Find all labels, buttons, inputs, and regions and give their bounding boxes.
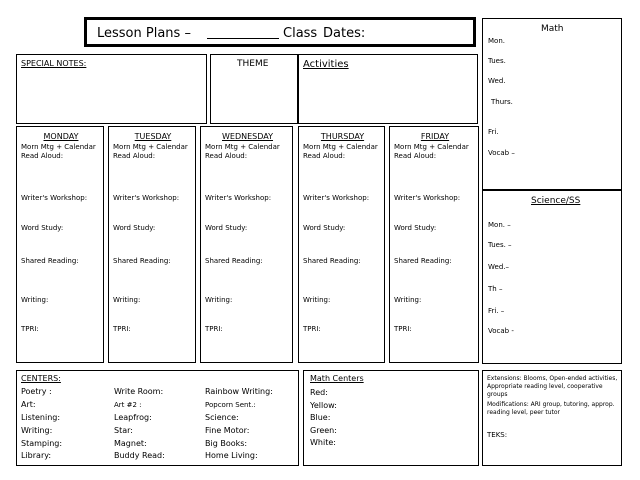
day-tpri: TPRI: [113, 325, 131, 333]
center-item: Fine Motor: [205, 426, 250, 435]
day-shared-reading: Shared Reading: [205, 257, 263, 265]
center-item: Star: [114, 426, 133, 435]
science-th: Th – [488, 285, 503, 293]
header-title: Lesson Plans – [97, 26, 191, 41]
day-word-study: Word Study: [113, 224, 156, 232]
day-shared-reading: Shared Reading: [113, 257, 171, 265]
day-word-study: Word Study: [205, 224, 248, 232]
header-class-label: Class [283, 26, 318, 41]
extensions-line: Appropriate reading level, cooperative [487, 383, 603, 390]
day-writing: Writing: [205, 296, 233, 304]
day-name: MONDAY [43, 132, 79, 141]
center-item: Magnet: [114, 439, 147, 448]
math-tues: Tues. [488, 57, 506, 65]
day-line-read-aloud: Read Aloud: [205, 152, 248, 160]
science-wed: Wed.– [488, 263, 509, 271]
day-shared-reading: Shared Reading: [303, 257, 361, 265]
day-word-study: Word Study: [21, 224, 64, 232]
day-line-morning: Morn Mtg + Calendar [205, 143, 280, 151]
day-word-study: Word Study: [303, 224, 346, 232]
day-writing: Writing: [394, 296, 422, 304]
day-name: FRIDAY [420, 132, 450, 141]
day-line-morning: Morn Mtg + Calendar [303, 143, 378, 151]
day-line-read-aloud: Read Aloud: [21, 152, 64, 160]
day-writing: Writing: [113, 296, 141, 304]
day-writers-workshop: Writer's Workshop: [113, 194, 180, 202]
activities-box [298, 54, 478, 124]
center-item: Science: [205, 413, 239, 422]
extensions-box [482, 370, 622, 466]
day-line-morning: Morn Mtg + Calendar [113, 143, 188, 151]
center-item: Popcorn Sent.: [205, 401, 256, 409]
center-item: Art #2 : [114, 401, 142, 409]
center-item: Leapfrog: [114, 413, 152, 422]
math-center-item: White: [310, 438, 336, 447]
center-item: Write Room: [114, 387, 164, 396]
center-item: Poetry : [21, 387, 52, 396]
modifications-line: Modifications: ARI group, tutoring, approp. [487, 401, 615, 408]
day-column-tuesday [108, 126, 196, 363]
centers-box [16, 370, 299, 466]
science-vocab: Vocab - [488, 327, 514, 335]
math-center-item: Green: [310, 426, 337, 435]
math-centers-box [303, 370, 479, 466]
math-fri: Fri. [488, 128, 499, 136]
teks-label: TEKS: [487, 431, 508, 439]
day-name: WEDNESDAY [222, 132, 273, 141]
day-column-monday [16, 126, 104, 363]
center-item: Stamping: [21, 439, 63, 448]
day-line-morning: Morn Mtg + Calendar [394, 143, 469, 151]
day-shared-reading: Shared Reading: [394, 257, 452, 265]
science-title: Science/SS [531, 196, 581, 206]
header-dates-label: Dates: [323, 26, 366, 41]
day-tpri: TPRI: [394, 325, 412, 333]
science-box [482, 190, 622, 364]
activities-label: Activities [303, 59, 349, 70]
modifications-line: reading level, peer tutor [487, 409, 560, 416]
math-center-item: Blue: [310, 413, 331, 422]
day-word-study: Word Study: [394, 224, 437, 232]
day-name: THURSDAY [320, 132, 365, 141]
science-fri: Fri. – [488, 307, 505, 315]
center-item: Listening: [21, 413, 61, 422]
science-tues: Tues. – [488, 241, 512, 249]
math-title: Math [541, 24, 564, 34]
math-centers-title: Math Centers [310, 374, 364, 383]
center-item: Buddy Read: [114, 451, 165, 460]
day-writers-workshop: Writer's Workshop: [394, 194, 461, 202]
math-mon: Mon. [488, 37, 505, 45]
day-column-thursday [298, 126, 385, 363]
day-column-friday [389, 126, 479, 363]
day-column-wednesday [200, 126, 293, 363]
science-mon: Mon. – [488, 221, 511, 229]
math-vocab: Vocab – [488, 149, 515, 157]
day-line-morning: Morn Mtg + Calendar [21, 143, 96, 151]
extensions-line: Extensions: Blooms, Open-ended activities, [487, 375, 618, 382]
center-item: Home Living: [205, 451, 258, 460]
center-item: Rainbow Writing: [205, 387, 273, 396]
day-shared-reading: Shared Reading: [21, 257, 79, 265]
math-center-item: Yellow: [310, 401, 337, 410]
day-writers-workshop: Writer's Workshop: [303, 194, 370, 202]
header-title-blank [207, 38, 279, 39]
day-line-read-aloud: Read Aloud: [303, 152, 346, 160]
day-tpri: TPRI: [205, 325, 223, 333]
day-writers-workshop: Writer's Workshop: [205, 194, 272, 202]
special-notes-box [16, 54, 207, 124]
math-box [482, 18, 622, 190]
day-line-read-aloud: Read Aloud: [113, 152, 156, 160]
theme-box [210, 54, 298, 124]
day-tpri: TPRI: [303, 325, 321, 333]
day-name: TUESDAY [134, 132, 172, 141]
center-item: Big Books: [205, 439, 248, 448]
special-notes-label: SPECIAL NOTES: [21, 59, 87, 68]
center-item: Writing: [21, 426, 53, 435]
math-wed: Wed. [488, 77, 506, 85]
center-item: Library: [21, 451, 52, 460]
math-center-item: Red: [310, 388, 328, 397]
extensions-line: groups [487, 391, 508, 398]
math-thurs: Thurs. [491, 98, 513, 106]
day-writers-workshop: Writer's Workshop: [21, 194, 88, 202]
day-writing: Writing: [21, 296, 49, 304]
day-tpri: TPRI: [21, 325, 39, 333]
theme-label: THEME [237, 59, 269, 69]
centers-title: CENTERS: [21, 374, 61, 383]
center-item: Art: [21, 400, 36, 409]
header-box [84, 17, 476, 47]
day-line-read-aloud: Read Aloud: [394, 152, 437, 160]
day-writing: Writing: [303, 296, 331, 304]
